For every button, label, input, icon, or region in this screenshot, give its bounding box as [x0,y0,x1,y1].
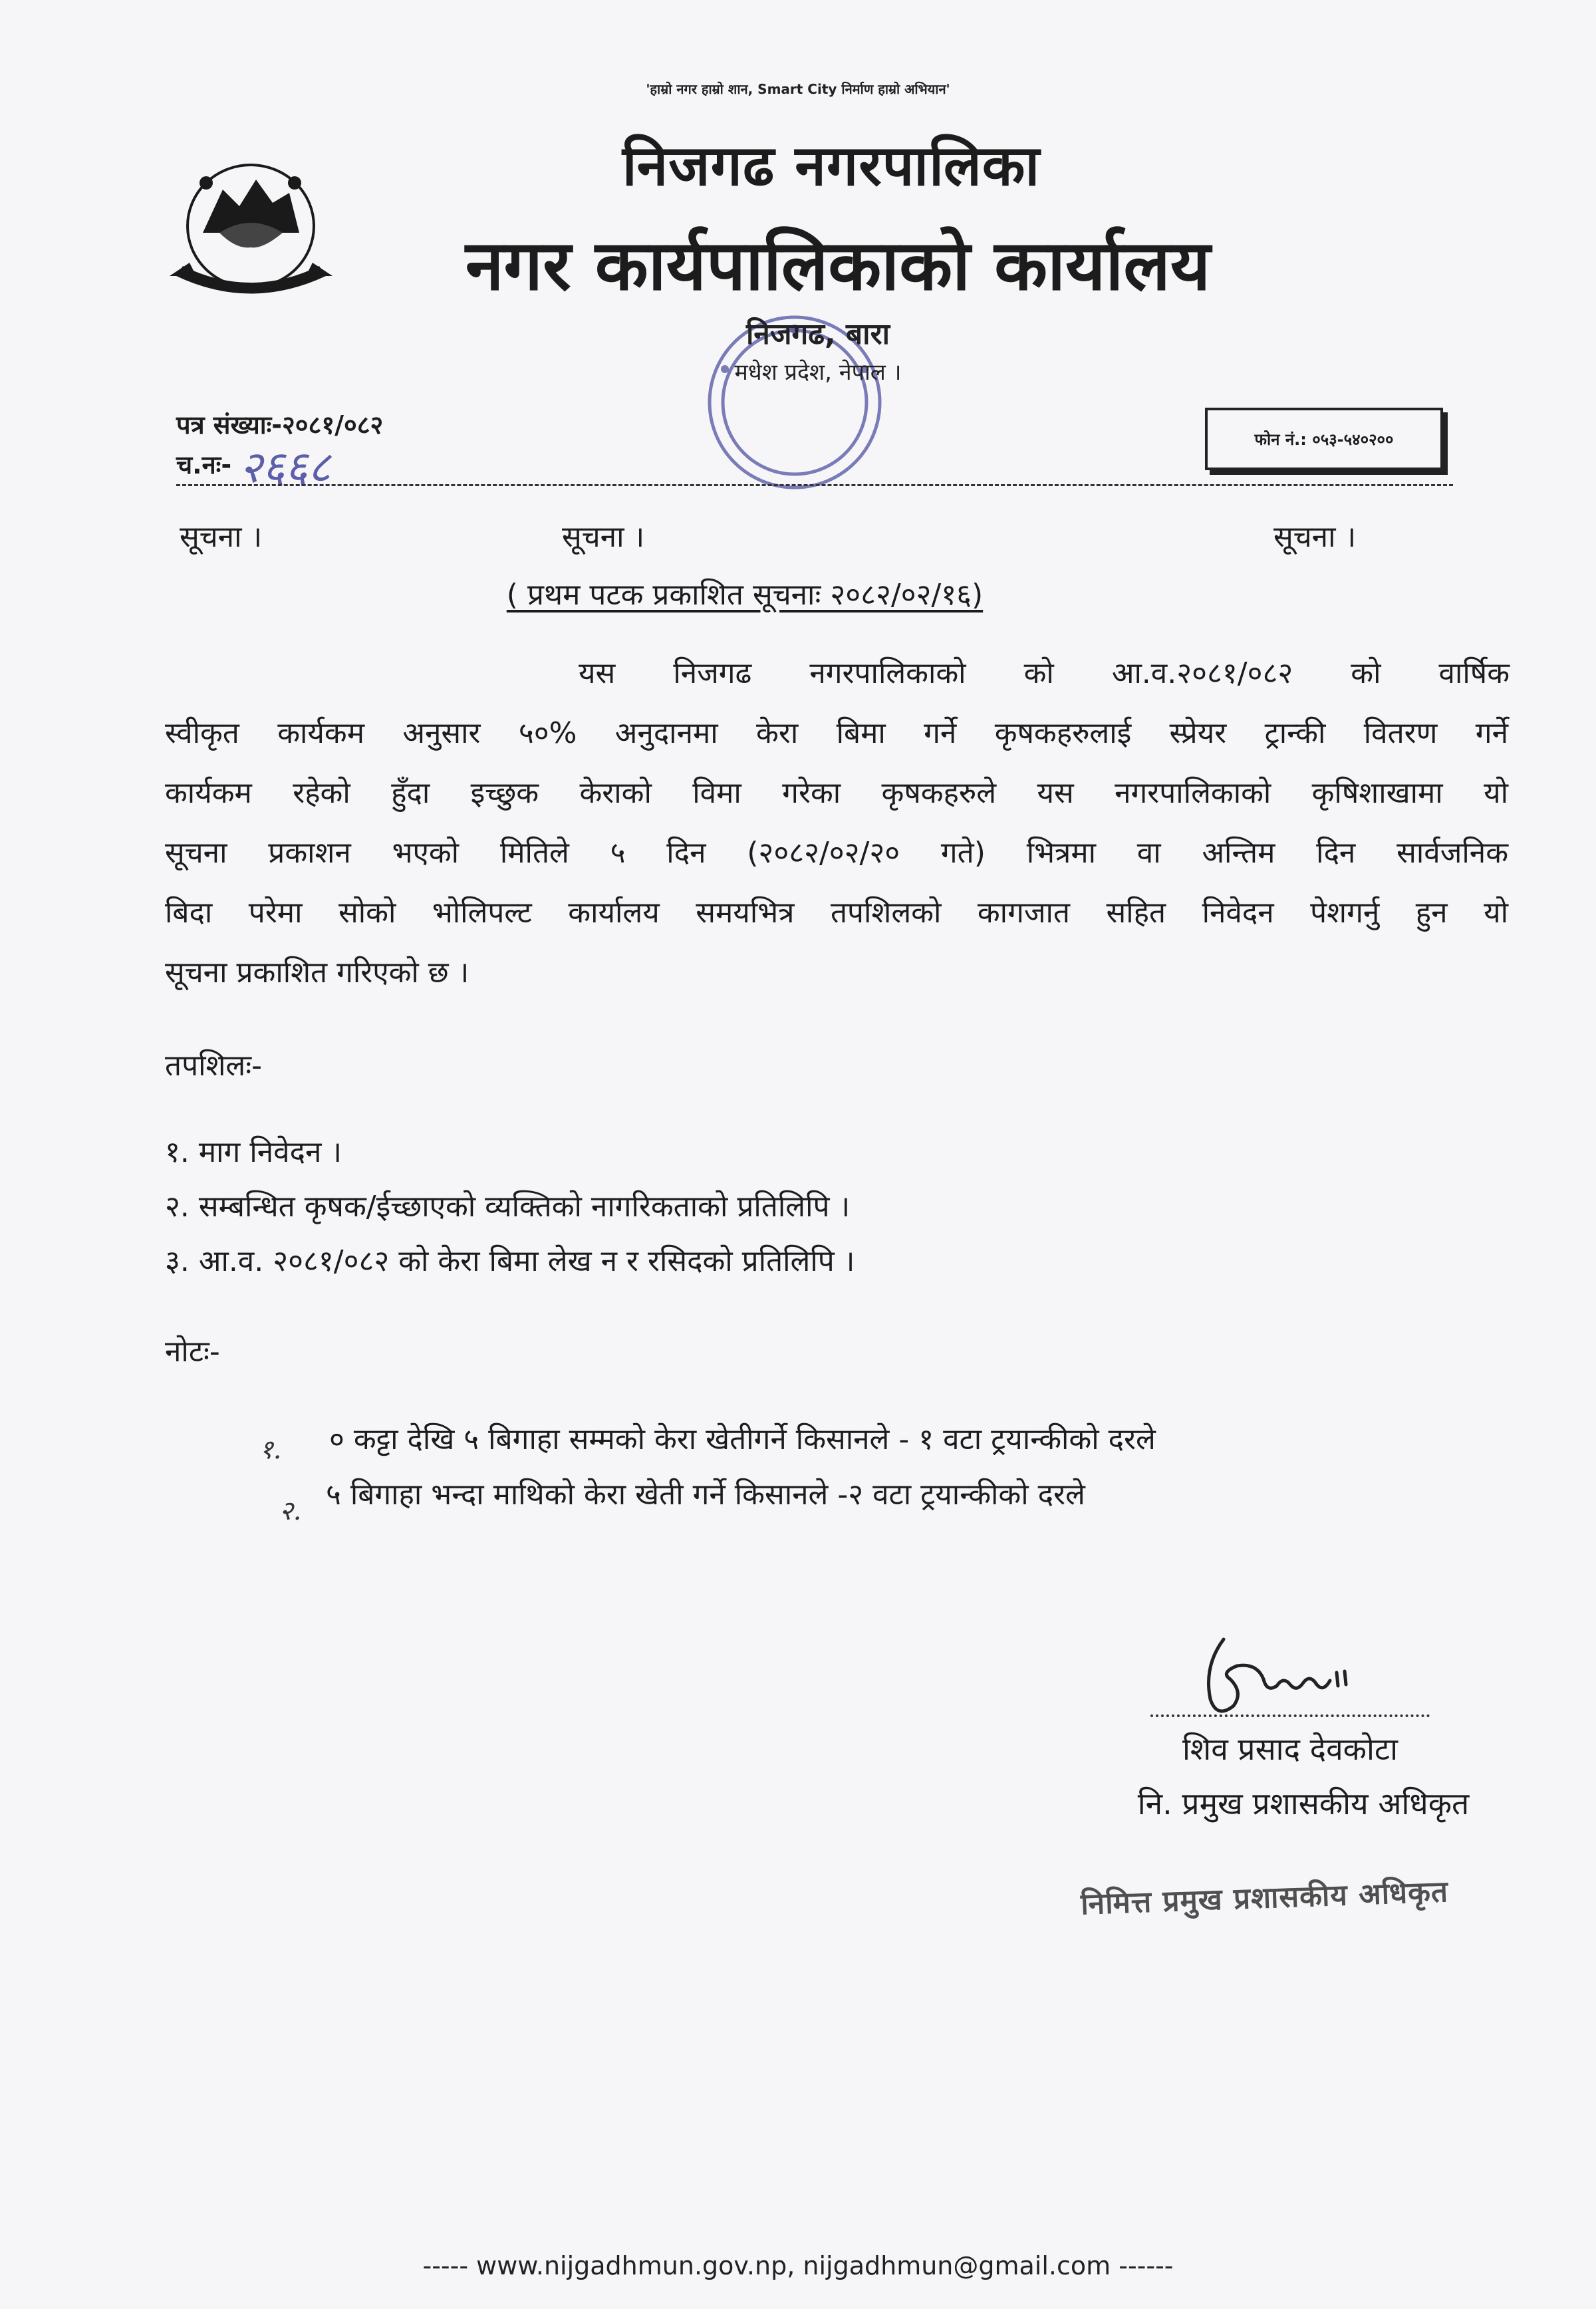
details-item: १. माग निवेदन । [165,1135,342,1169]
office-name: नगर कार्यपालिकाको कार्यालय [465,225,1211,306]
details-label: तपशिलः- [165,1049,262,1083]
signer-title: नि. प्रमुख प्रशासकीय अधिकृत [1137,1786,1470,1822]
signature-line [1150,1714,1430,1717]
details-item: ३. आ.व. २०८१/०८२ को केरा बिमा लेख न र रसिदको प्रतिलिपि । [165,1244,855,1278]
rubber-stamp-text: निमित्त प्रमुख प्रशासकीय अधिकृत [1080,1875,1449,1922]
municipality-name: निजगढ नगरपालिका [622,133,1041,198]
phone-box [1205,408,1443,470]
header-divider [176,484,1453,486]
phone-number: फोन नं.: ०५३-५४०२०० [1254,430,1394,449]
signer-name: शिव प्रसाद देवकोटा [1182,1731,1398,1767]
address-line-1: निजगढ, बारा [746,317,890,351]
body-line: सूचना प्रकाशन भएको मितिले ५ दिन (२०८२/०२/२० गते) भित्रमा वा अन्तिम दिन सार्वजनिक [165,836,1508,870]
chalan-number: २६६८ [239,442,331,493]
details-item: २. सम्बन्धित कृषक/ईच्छाएको व्यक्तिको नागरिकताको प्रतिलिपि । [165,1190,851,1224]
reference-number: पत्र संख्याः-२०८१/०८२ [176,410,384,440]
notes-label: नोटः- [165,1335,220,1369]
body-line: कार्यकम रहेको हुँदा इच्छुक केराको विमा गरेका कृषकहरुले यस नगरपालिकाको कृषिशाखामा यो [165,776,1508,810]
tagline: 'हाम्रो नगर हाम्रो शान, Smart City निर्माण हाम्रो अभियान' [646,81,950,97]
notice-subheading: ( प्रथम पटक प्रकाशित सूचनाः २०८२/०२/१६) [506,578,984,612]
footer-contact: ----- www.nijgadhmun.gov.np, nijgadhmun@gmail.com ------ [422,2251,1174,2280]
notice-word-center: सूचना । [562,520,645,554]
note-text: ० कट्टा देखि ५ बिगाहा सम्मको केरा खेतीगर्ने किसानले - १ वटा ट्रयान्कीको दरले [329,1423,1156,1456]
body-line: सूचना प्रकाशित गरिएको छ । [165,956,469,990]
body-line: स्वीकृत कार्यकम अनुसार ५०% अनुदानमा केरा बिमा गर्ने कृषकहरुलाई स्प्रेयर ट्रान्की वितरण गर्ने [165,716,1508,750]
body-line: बिदा परेमा सोको भोलिपल्ट कार्यालय समयभित्र तपशिलको कागजात सहित निवेदन पेशगर्नु हुन यो [165,896,1508,930]
notice-word-left: सूचना । [180,520,263,554]
signature-mark [1184,1626,1370,1726]
notice-word-right: सूचना । [1273,520,1357,554]
note-number: १. [259,1434,282,1465]
note-number: २. [279,1496,302,1526]
nepal-emblem-icon [156,133,346,296]
chalan-label: च.नः- [176,450,232,479]
note-text: ५ बिगाहा भन्दा माथिको केरा खेती गर्ने किसानले -२ वटा ट्रयान्कीको दरले [326,1478,1085,1512]
address-line-2: मधेश प्रदेश, नेपाल । [734,359,902,386]
body-line: यस निजगढ नगरपालिकाको को आ.व.२०८१/०८२ को वार्षिक [579,656,1510,690]
